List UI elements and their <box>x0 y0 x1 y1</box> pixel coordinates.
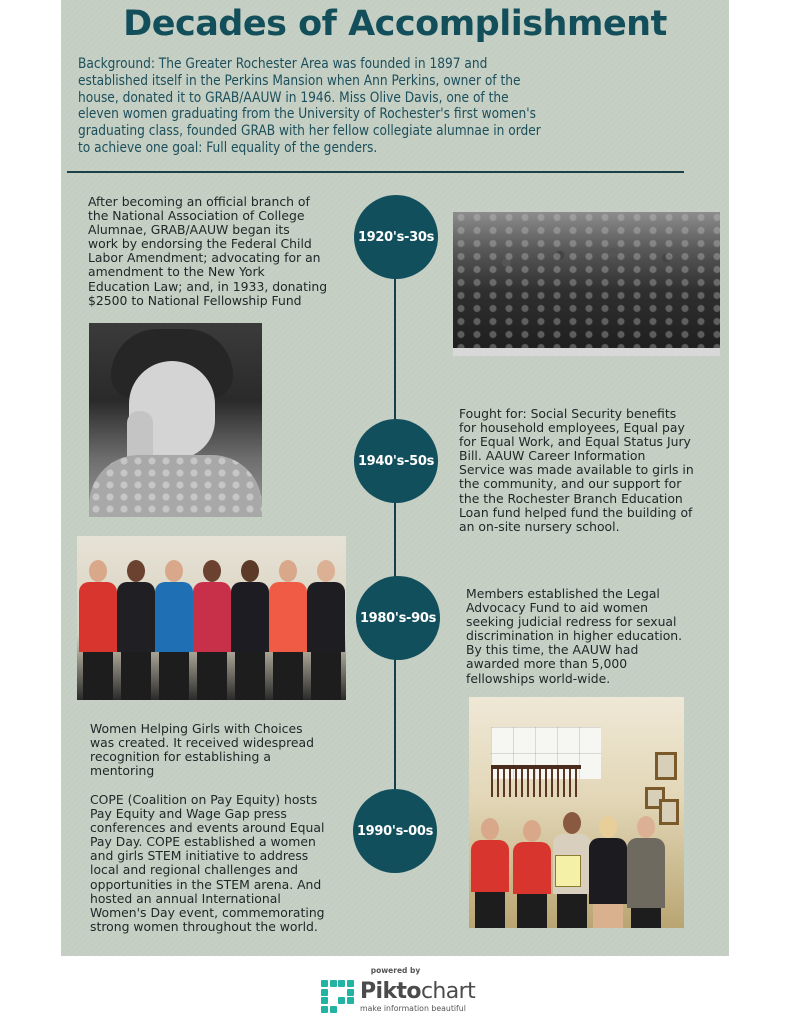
era-badge-1920s: 1920's-30s <box>354 195 438 279</box>
person <box>117 560 155 700</box>
text-line: local and regional challenges and <box>90 862 299 878</box>
person <box>513 820 551 928</box>
text-line: Education Law; and, in 1933, donating <box>88 278 328 294</box>
text-line: the National Association of College <box>88 208 305 224</box>
text-line: fellowships world-wide. <box>466 670 611 686</box>
text-line: Background: The Greater Rochester Area was founded in 1897 and <box>78 55 488 72</box>
page-title: Decades of Accomplishment <box>123 4 667 44</box>
piktochart-logo[interactable] <box>321 980 475 1013</box>
text-line: graduating class, founded GRAB with her fellow collegiate alumnae in order <box>78 122 541 140</box>
text-line: Loan fund helped fund the building of <box>459 504 693 520</box>
crowd-texture <box>453 212 720 356</box>
staircase-group-photo <box>469 697 684 928</box>
piktochart-logo-icon <box>321 980 354 1013</box>
text-line: the community, and our support for <box>459 476 682 492</box>
powered-by-label: powered by <box>370 966 421 975</box>
historic-group-photo <box>453 212 720 356</box>
timeline-line <box>394 260 396 790</box>
text-line: for household employees, Equal pay <box>459 420 685 436</box>
wall-frame <box>655 752 677 780</box>
photo-ground <box>453 348 720 356</box>
text-line: Bill. AAUW Career Information <box>459 448 646 464</box>
person <box>79 560 117 700</box>
text-line: Pay Day. COPE established a women <box>90 834 316 850</box>
woman-portrait-photo <box>89 323 262 517</box>
text-line: $2500 to National Fellowship Fund <box>88 292 302 308</box>
text-line: Advocacy Fund to aid women <box>466 600 648 616</box>
text-line: Women's Day event, commemorating <box>90 904 325 920</box>
text-line: conferences and events around Equal <box>90 820 325 836</box>
header-divider <box>67 171 684 173</box>
piktochart-tagline: make information beautiful <box>360 1003 466 1013</box>
text-line: Members established the Legal <box>466 586 660 601</box>
text-line: COPE (Coalition on Pay Equity) hosts <box>90 792 318 807</box>
text-line: After becoming an official branch of <box>88 194 310 209</box>
text-line: opportunities in the STEM arena. And <box>90 876 322 892</box>
text-line: Labor Amendment; advocating for an <box>88 250 321 266</box>
text-line: Alumnae, GRAB/AAUW began its <box>88 222 290 238</box>
text-line: Women Helping Girls with Choices <box>90 721 303 736</box>
background-paragraph <box>78 56 636 157</box>
person <box>589 816 627 928</box>
seven-women-photo <box>77 536 346 700</box>
portrait-dress <box>89 455 262 517</box>
text-line: an on-site nursery school. <box>459 518 620 534</box>
era-1980s-description <box>466 587 682 686</box>
text-line: to achieve one goal: Full equality of the genders. <box>78 138 378 156</box>
era-1940s-description <box>459 407 694 534</box>
text-line: seeking judicial redress for sexual <box>466 614 677 630</box>
text-line: discrimination in higher education. <box>466 628 683 644</box>
text-line: was created. It received widespread <box>90 735 315 751</box>
text-line: house, donated it to GRAB/AAUW in 1946. Miss Olive Davis, one of the <box>78 88 509 106</box>
text-line: hosted an annual International <box>90 890 281 906</box>
person <box>269 560 307 700</box>
text-line: Fought for: Social Security benefits <box>459 406 677 421</box>
person <box>627 816 665 928</box>
era-badge-1940s: 1940's-50s <box>354 419 438 503</box>
text-line: recognition for establishing a <box>90 749 271 765</box>
person <box>231 560 269 700</box>
person <box>307 560 345 700</box>
piktochart-wordmark: Piktochart <box>360 978 476 1004</box>
text-line: work by endorsing the Federal Child <box>88 236 312 252</box>
person <box>155 560 193 700</box>
text-line: and girls STEM initiative to address <box>90 848 309 864</box>
era-badge-1990s: 1990's-00s <box>353 789 437 873</box>
era-badge-1980s: 1980's-90s <box>356 576 440 660</box>
text-line: Pay Equity and Wage Gap press <box>90 806 287 822</box>
person <box>193 560 231 700</box>
text-line: established itself in the Perkins Mansion when Ann Perkins, owner of the <box>78 71 521 89</box>
text-line: By this time, the AAUW had <box>466 642 639 658</box>
infographic-panel <box>61 0 729 956</box>
text-line: Service was made available to girls in <box>459 462 694 478</box>
text-line: eleven women graduating from the University of Rochester's first women's <box>78 105 536 123</box>
text-line: mentoring <box>90 763 155 779</box>
era-1990s-description-2 <box>90 793 325 934</box>
text-line: amendment to the New York <box>88 264 265 280</box>
text-line: for Equal Work, and Equal Status Jury <box>459 434 691 450</box>
era-1920s-description <box>88 195 327 308</box>
person <box>471 818 509 928</box>
text-line: the the Rochester Branch Education <box>459 490 683 506</box>
era-1990s-description-1 <box>90 722 314 778</box>
photo-railing <box>491 765 581 797</box>
text-line: awarded more than 5,000 <box>466 656 628 672</box>
text-line: strong women throughout the world. <box>90 918 318 934</box>
certificate <box>555 855 581 887</box>
